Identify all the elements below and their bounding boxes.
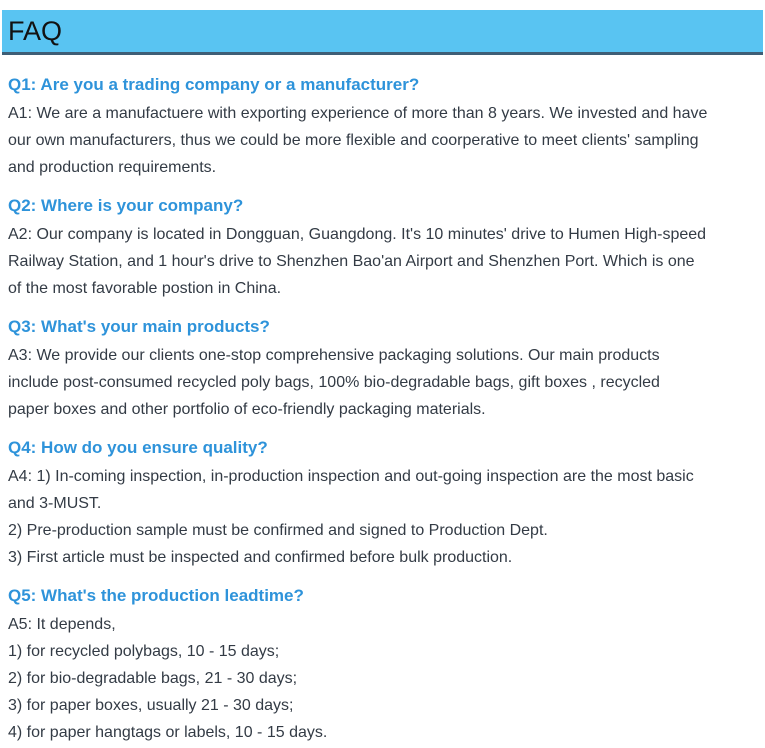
faq-item-q1 [8,75,757,181]
answer-line: 2) Pre-production sample must be confirmed and signed to Production Dept. [8,522,548,539]
faq-list [0,75,765,746]
faq-answer [8,100,757,181]
answer-line: 3) for paper boxes, usually 21 - 30 days; [8,697,294,714]
faq-answer [8,342,757,423]
faq-item-q4 [8,438,757,571]
faq-answer [8,221,757,302]
answer-line: of the most favorable postion in China. [8,280,282,297]
answer-line: A1: We are a manufactuere with exporting experience of more than 8 years. We invested and have [8,105,708,122]
answer-line: A3: We provide our clients one-stop comprehensive packaging solutions. Our main products [8,347,660,364]
answer-line: and production requirements. [8,159,217,176]
faq-item-q5 [8,586,757,746]
answer-line: Railway Station, and 1 hour's drive to Shenzhen Bao'an Airport and Shenzhen Port. Which is one [8,253,695,270]
faq-answer [8,463,757,571]
faq-question: Q4: How do you ensure quality? [8,438,268,457]
faq-item-q3 [8,317,757,423]
answer-line: 2) for bio-degradable bags, 21 - 30 days; [8,670,298,687]
answer-line: 4) for paper hangtags or labels, 10 - 15 days. [8,724,328,741]
faq-item-q2 [8,196,757,302]
answer-line: and 3-MUST. [8,495,102,512]
answer-line: A4: 1) In-coming inspection, in-production inspection and out-going inspection are the most basic [8,468,694,485]
faq-question: Q5: What's the production leadtime? [8,586,304,605]
answer-line: paper boxes and other portfolio of eco-friendly packaging materials. [8,401,486,418]
page-title: FAQ [8,15,63,46]
faq-question: Q3: What's your main products? [8,317,270,336]
answer-line: A5: It depends, [8,616,116,633]
faq-section-header [2,10,763,55]
answer-line: 3) First article must be inspected and confirmed before bulk production. [8,549,513,566]
answer-line: 1) for recycled polybags, 10 - 15 days; [8,643,280,660]
faq-question: Q2: Where is your company? [8,196,244,215]
faq-answer [8,611,757,746]
answer-line: A2: Our company is located in Dongguan, Guangdong. It's 10 minutes' drive to Humen High-speed [8,226,707,243]
answer-line: include post-consumed recycled poly bags, 100% bio-degradable bags, gift boxes , recycled [8,374,660,391]
answer-line: our own manufacturers, thus we could be more flexible and coorperative to meet clients' sampling [8,132,699,149]
faq-question: Q1: Are you a trading company or a manufacturer? [8,75,420,94]
